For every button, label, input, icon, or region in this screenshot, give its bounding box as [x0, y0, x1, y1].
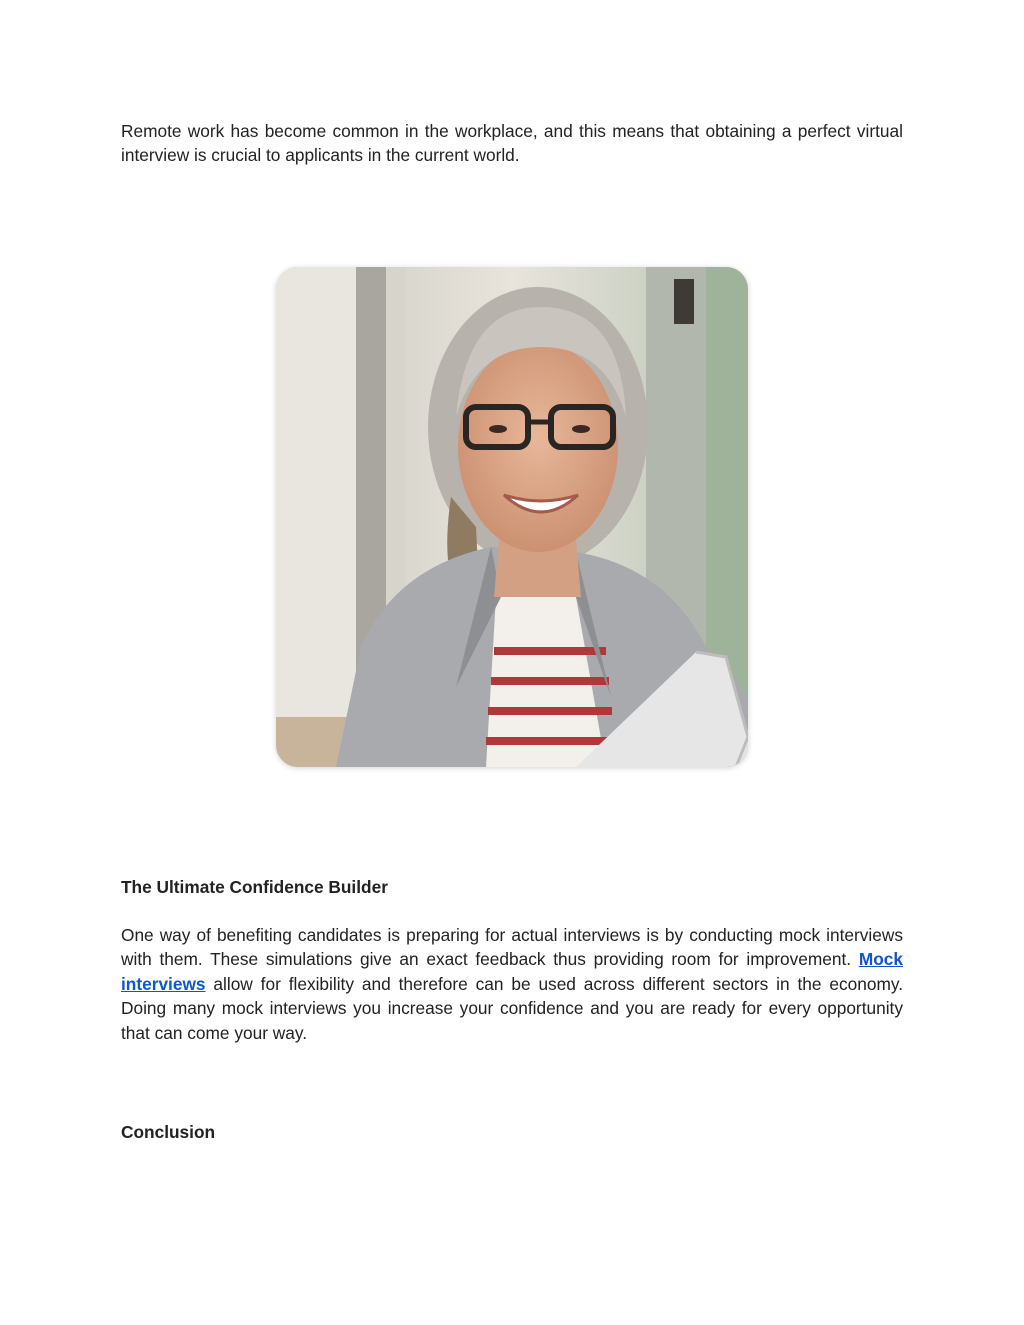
- section-heading-confidence: The Ultimate Confidence Builder: [121, 877, 388, 897]
- confidence-text-end: allow for flexibility and therefore can be used across different sectors in the economy. Doing many mock interviews you increase your confidence and you are ready for every opportunity that can come your way.: [121, 973, 903, 1043]
- section-heading-conclusion: Conclusion: [121, 1122, 216, 1142]
- confidence-text-start: One way of benefiting candidates is preparing for actual interviews is by conducting mock interviews with them. These simulations give an exact feedback thus providing room for improvement.: [121, 925, 903, 970]
- confidence-paragraph: [121, 923, 903, 1045]
- mock-interviews-link[interactable]: Mock interviews: [121, 949, 903, 994]
- intro-paragraph: Remote work has become common in the workplace, and this means that obtaining a perfect virtual interview is crucial to applicants in the current world.: [121, 121, 903, 166]
- portrait-photo: [276, 267, 748, 767]
